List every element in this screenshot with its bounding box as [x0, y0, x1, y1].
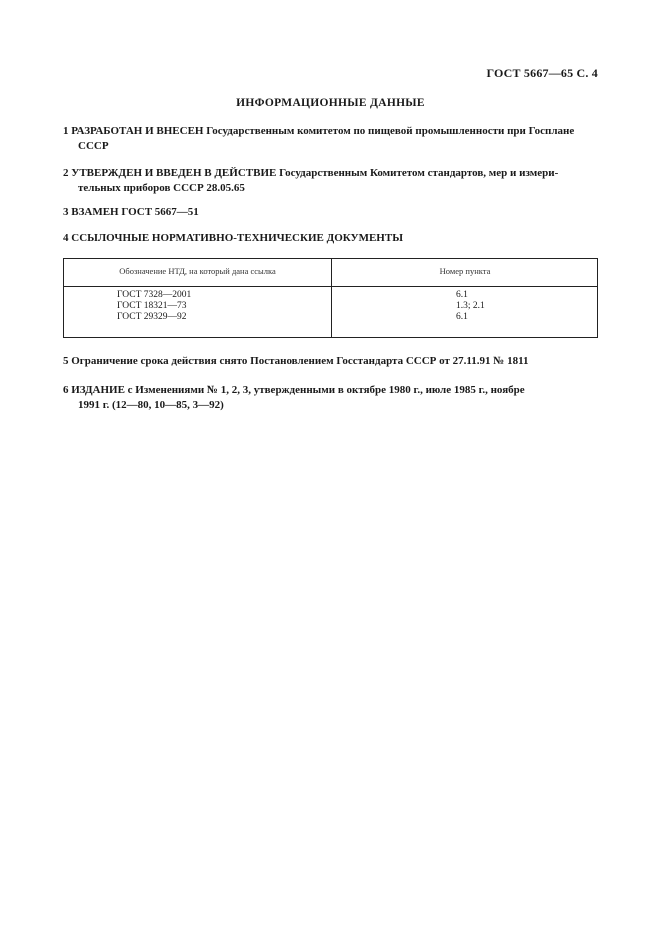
table-row: [64, 290, 597, 301]
table-cell-clause: 6.1: [456, 312, 468, 322]
table-row: [64, 301, 597, 312]
section-title: ИНФОРМАЦИОННЫЕ ДАННЫЕ: [236, 97, 425, 109]
info-item-line: 4 ССЫЛОЧНЫЕ НОРМАТИВНО-ТЕХНИЧЕСКИЕ ДОКУМЕНТЫ: [63, 232, 403, 244]
info-item-replaces: [63, 205, 598, 220]
info-item-line: 1 РАЗРАБОТАН И ВНЕСЕН Государственным комитетом по пищевой промышленности при Госплане: [63, 125, 575, 137]
table-header-document: Обозначение НТД, на который дана ссылка: [119, 266, 276, 276]
info-item-line: 2 УТВЕРЖДЕН И ВВЕДЕН В ДЕЙСТВИЕ Государственным Комитетом стандартов, мер и измери-: [63, 167, 559, 179]
table-row: [64, 312, 597, 323]
info-item-developed: [63, 124, 598, 154]
info-item-line: 6 ИЗДАНИЕ с Изменениями № 1, 2, 3, утвержденными в октябре 1980 г., июле 1985 г., ноябре: [63, 384, 525, 396]
document-reference: ГОСТ 5667—65 С. 4: [486, 66, 598, 80]
info-item-line: 1991 г. (12—80, 10—85, 3—92): [78, 399, 224, 411]
table-body: [64, 290, 597, 323]
info-item-line: 3 ВЗАМЕН ГОСТ 5667—51: [63, 206, 199, 218]
reference-documents-table: [63, 258, 598, 338]
info-item-line: тельных приборов СССР 28.05.65: [78, 182, 245, 194]
table-cell-document: ГОСТ 18321—73: [117, 301, 187, 311]
table-header-clause: Номер пункта: [439, 266, 491, 276]
info-item-line: СССР: [78, 140, 109, 152]
info-item-line: 5 Ограничение срока действия снято Постановлением Госстандарта СССР от 27.11.91 № 1811: [63, 355, 529, 367]
info-item-edition: [63, 383, 598, 413]
table-header: [64, 259, 597, 287]
table-cell-document: ГОСТ 29329—92: [117, 312, 187, 322]
info-item-validity: [63, 354, 598, 369]
table-cell-clause: 6.1: [456, 290, 468, 300]
table-cell-document: ГОСТ 7328—2001: [117, 290, 192, 300]
table-cell-clause: 1.3; 2.1: [456, 301, 485, 311]
info-item-references: [63, 231, 598, 246]
info-item-approved: [63, 166, 598, 196]
